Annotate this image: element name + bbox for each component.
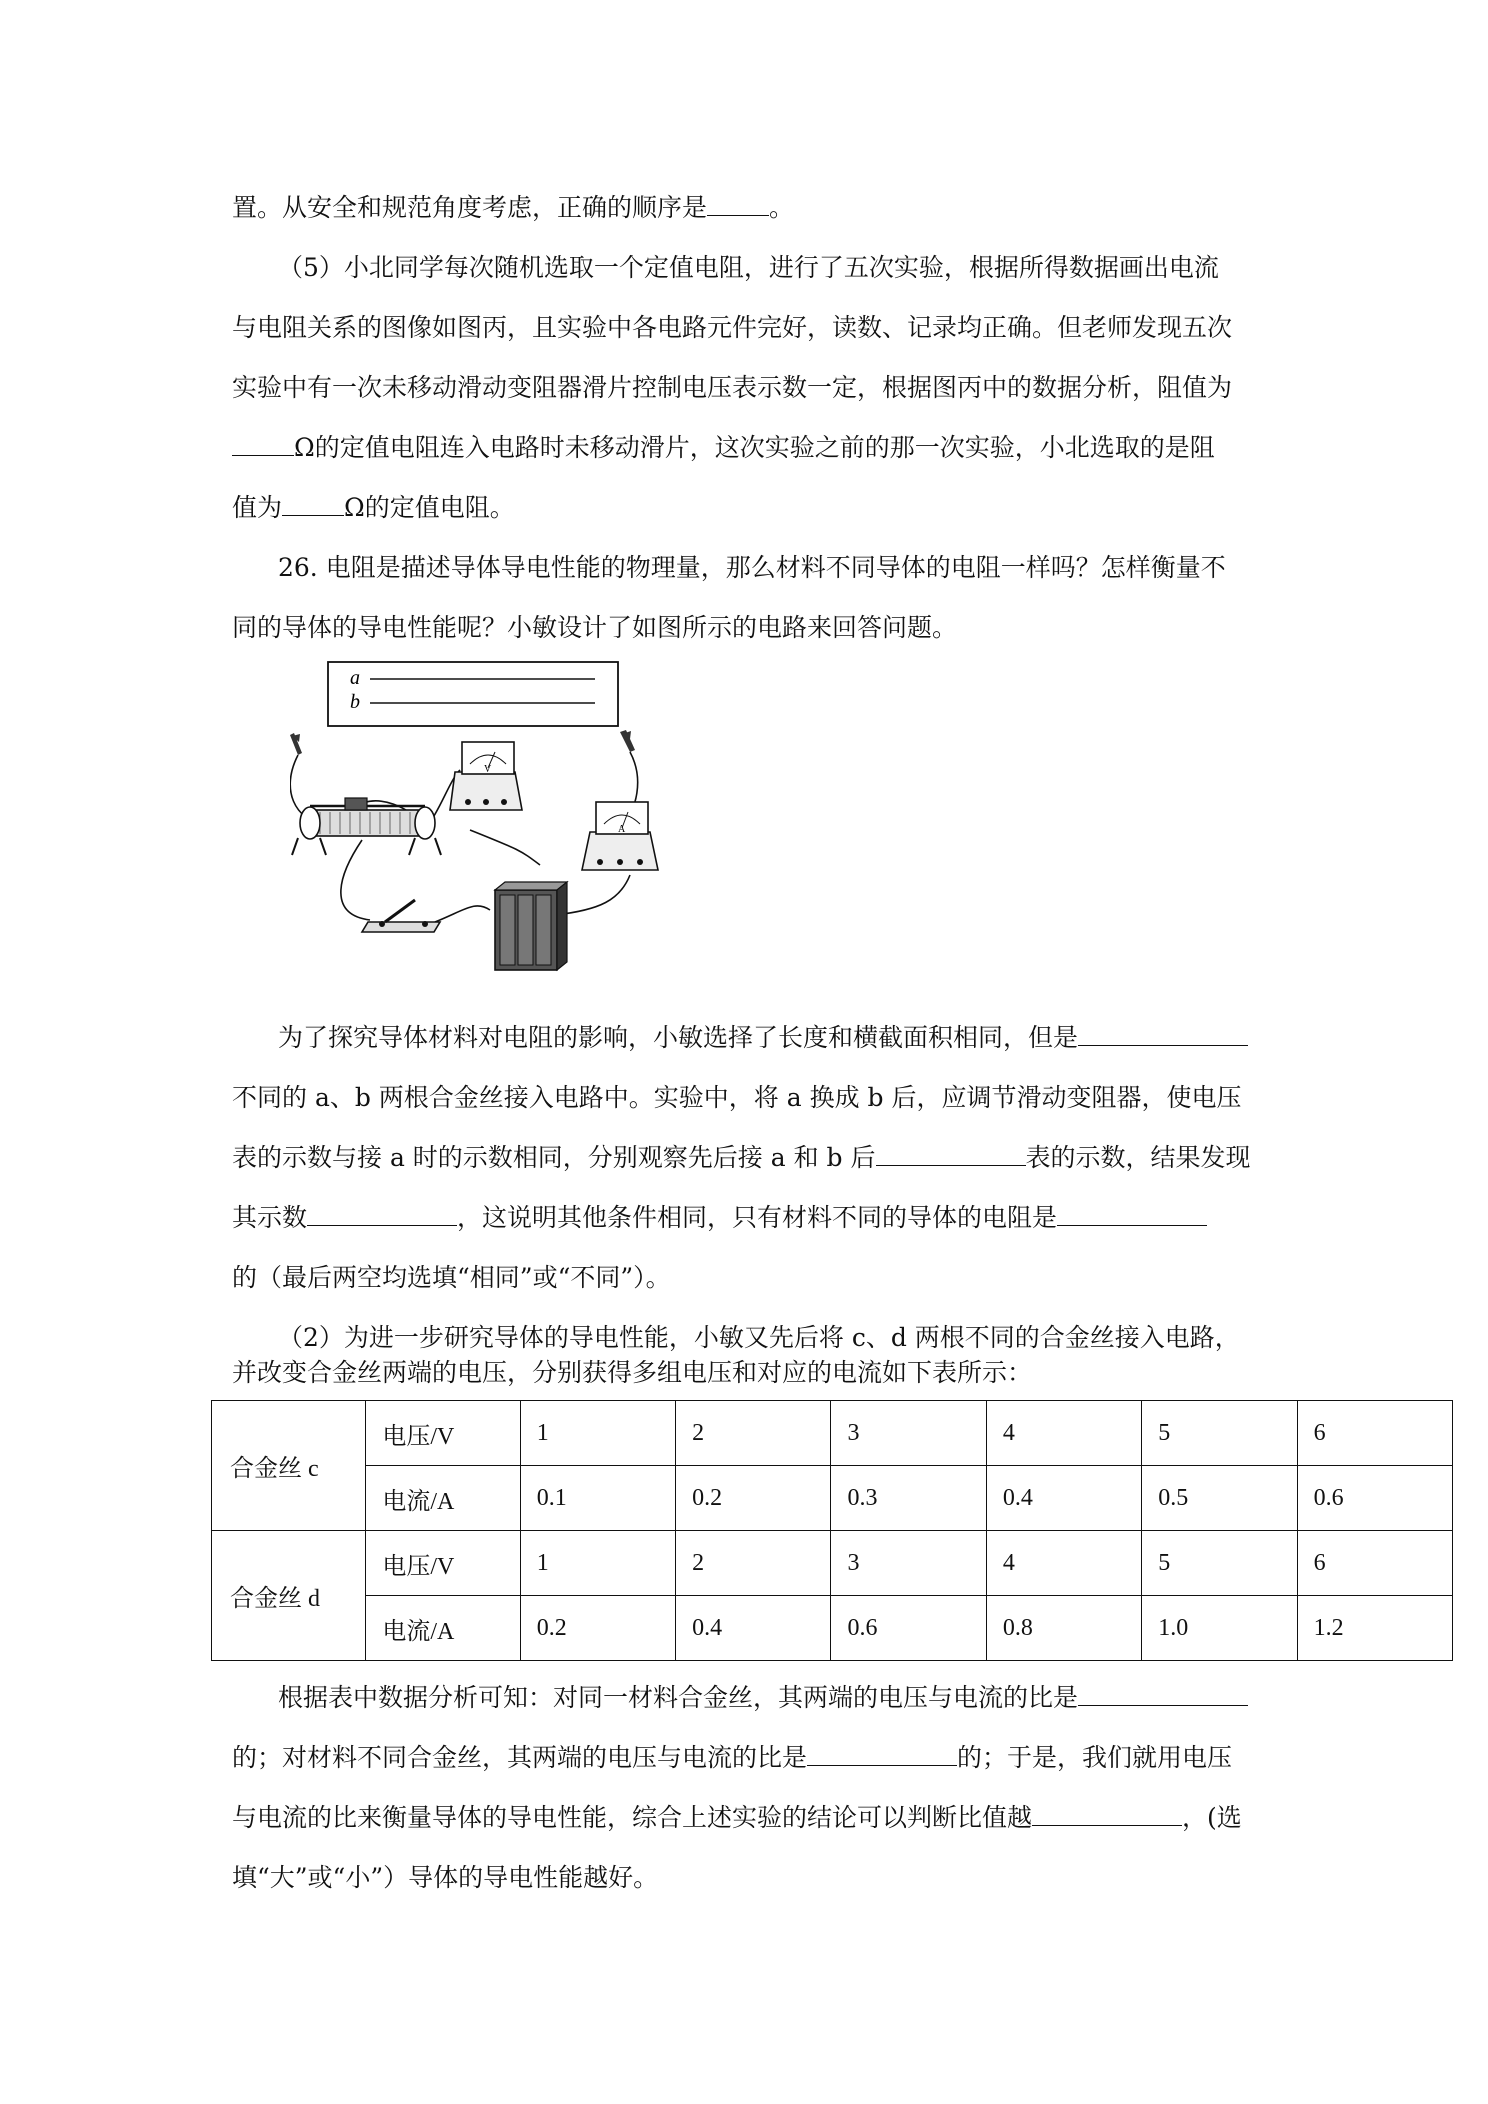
wire-rheostat-switch: [341, 840, 370, 920]
q26-c1-text-3b: ，(选: [1182, 1803, 1242, 1832]
circuit-figure: [290, 660, 760, 980]
q25-part5-text-5a: 值为: [232, 493, 283, 522]
q25-part5-text-5b: Ω的定值电阻。: [344, 493, 515, 522]
table-cell: 0.6: [1297, 1466, 1452, 1531]
table-cell: 5: [1142, 1531, 1297, 1596]
q26-c1-text-3a: 与电流的比来衡量导体的导电性能，综合上述实验的结论可以判断比值越: [232, 1803, 1033, 1832]
current-label-cell: 电流/A: [366, 1596, 520, 1661]
table-cell: 0.2: [520, 1596, 675, 1661]
answer-blank[interactable]: [232, 433, 294, 456]
q25-text-1: 置。从安全和规范角度考虑，正确的顺序是: [232, 193, 708, 222]
q26-c1-line-4: 填“大”或“小”）导体的导电性能越好。: [232, 1863, 659, 1892]
left-clip: [290, 733, 302, 755]
q26-intro-line-1: 26. 电阻是描述导体导电性能的物理量，那么材料不同导体的电阻一样吗？怎样衡量不: [278, 553, 1226, 582]
answer-blank[interactable]: [1078, 1683, 1248, 1706]
answer-blank[interactable]: [707, 193, 769, 216]
rheostat: [292, 798, 441, 855]
table-cell: 0.6: [831, 1596, 986, 1661]
q25-line-1: [232, 193, 794, 223]
table-cell: 0.3: [831, 1466, 986, 1531]
q26-p1-line-4: [232, 1203, 1207, 1233]
table-cell: 0.5: [1142, 1466, 1297, 1531]
battery-pack: [495, 882, 567, 970]
q26-p1-text-3b: 表的示数，结果发现: [1025, 1143, 1251, 1172]
table-cell: 1.2: [1297, 1596, 1452, 1661]
q26-p1-text-3a: 表的示数与接 a 时的示数相同，分别观察先后接 a 和 b 后: [232, 1143, 876, 1172]
q26-p1-text-4a: 其示数: [232, 1203, 308, 1232]
rheostat-slider: [345, 798, 367, 810]
table-row: [212, 1531, 1453, 1596]
alloy-wire-board: [328, 662, 618, 726]
q25-text-1-end: 。: [769, 193, 795, 222]
q26-p1-line-2: 不同的 a、b 两根合金丝接入电路中。实验中，将 a 换成 b 后，应调节滑动变阻器，使电压: [232, 1083, 1242, 1112]
knife-switch: [362, 900, 440, 932]
voltmeter: [450, 742, 522, 810]
table-cell: 0.1: [520, 1466, 675, 1531]
q25-part5-text-4: Ω的定值电阻连入电路时未移动滑片，这次实验之前的那一次实验，小北选取的是阻: [294, 433, 1215, 462]
voltmeter-symbol: V: [484, 764, 492, 775]
answer-blank[interactable]: [876, 1143, 1026, 1166]
table-cell: 1.0: [1142, 1596, 1297, 1661]
table-cell: 6: [1297, 1531, 1452, 1596]
q26-p1-line-3: [232, 1143, 1251, 1173]
table-row: [212, 1596, 1453, 1661]
table-cell: 4: [986, 1531, 1141, 1596]
table-cell: 1: [520, 1401, 675, 1466]
table-cell: 3: [831, 1531, 986, 1596]
table-cell: 0.2: [676, 1466, 831, 1531]
table-cell: 0.8: [986, 1596, 1141, 1661]
q26-p1-line-1: [278, 1023, 1248, 1053]
table-cell: 2: [676, 1401, 831, 1466]
q26-intro-line-2: 同的导体的导电性能呢？小敏设计了如图所示的电路来回答问题。: [232, 613, 958, 642]
answer-blank[interactable]: [1032, 1803, 1182, 1826]
alloy-name-cell: 合金丝 d: [212, 1531, 366, 1661]
answer-blank[interactable]: [282, 493, 344, 516]
q26-c1-line-3: [232, 1803, 1242, 1833]
wire-a-label: a: [350, 667, 360, 689]
alloy-name-cell: 合金丝 c: [212, 1401, 366, 1531]
table-cell: 4: [986, 1401, 1141, 1466]
ammeter: [582, 802, 658, 870]
q25-part5-line-3: 实验中有一次未移动滑动变阻器滑片控制电压表示数一定，根据图丙中的数据分析，阻值为: [232, 373, 1233, 402]
table-cell: 1: [520, 1531, 675, 1596]
q26-c1-line-1: [278, 1683, 1248, 1713]
table-cell: 0.4: [676, 1596, 831, 1661]
q26-p2-line-1: （2）为进一步研究导体的导电性能，小敏又先后将 c、d 两根不同的合金丝接入电路，: [278, 1323, 1240, 1352]
right-clip: [620, 730, 635, 752]
table-row: [212, 1466, 1453, 1531]
q26-p1-line-5: 的（最后两空均选填“相同”或“不同”）。: [232, 1263, 671, 1292]
voltage-label-cell: 电压/V: [366, 1401, 520, 1466]
q25-part5-line-2: 与电阻关系的图像如图丙，且实验中各电路元件完好，读数、记录均正确。但老师发现五次: [232, 313, 1233, 342]
table-cell: 6: [1297, 1401, 1452, 1466]
table-row: [212, 1401, 1453, 1466]
voltage-current-table: [211, 1400, 1453, 1661]
answer-blank[interactable]: [807, 1743, 957, 1766]
q26-p1-text-1: 为了探究导体材料对电阻的影响，小敏选择了长度和横截面积相同，但是: [278, 1023, 1079, 1052]
q25-part5-line-1: （5）小北同学每次随机选取一个定值电阻，进行了五次实验，根据所得数据画出电流: [278, 253, 1219, 282]
wire-switch-battery: [435, 906, 490, 922]
current-label-cell: 电流/A: [366, 1466, 520, 1531]
q25-part5-line-4: [232, 433, 1215, 463]
voltage-label-cell: 电压/V: [366, 1531, 520, 1596]
q26-c1-text-2a: 的；对材料不同合金丝，其两端的电压与电流的比是: [232, 1743, 808, 1772]
table-cell: 5: [1142, 1401, 1297, 1466]
table-cell: 2: [676, 1531, 831, 1596]
wire-b-label: b: [350, 691, 360, 713]
q26-c1-text-2b: 的；于是，我们就用电压: [957, 1743, 1233, 1772]
q26-c1-line-2: [232, 1743, 1232, 1773]
q26-c1-text-1: 根据表中数据分析可知：对同一材料合金丝，其两端的电压与电流的比是: [278, 1683, 1079, 1712]
answer-blank[interactable]: [307, 1203, 457, 1226]
q26-p2-line-2: 并改变合金丝两端的电压，分别获得多组电压和对应的电流如下表所示：: [232, 1358, 1033, 1387]
q26-p1-text-4b: ，这说明其他条件相同，只有材料不同的导体的电阻是: [457, 1203, 1058, 1232]
ammeter-symbol: A: [618, 824, 626, 835]
answer-blank[interactable]: [1057, 1203, 1207, 1226]
table-cell: 3: [831, 1401, 986, 1466]
answer-blank[interactable]: [1078, 1023, 1248, 1046]
q25-part5-line-5: [232, 493, 515, 523]
table-cell: 0.4: [986, 1466, 1141, 1531]
